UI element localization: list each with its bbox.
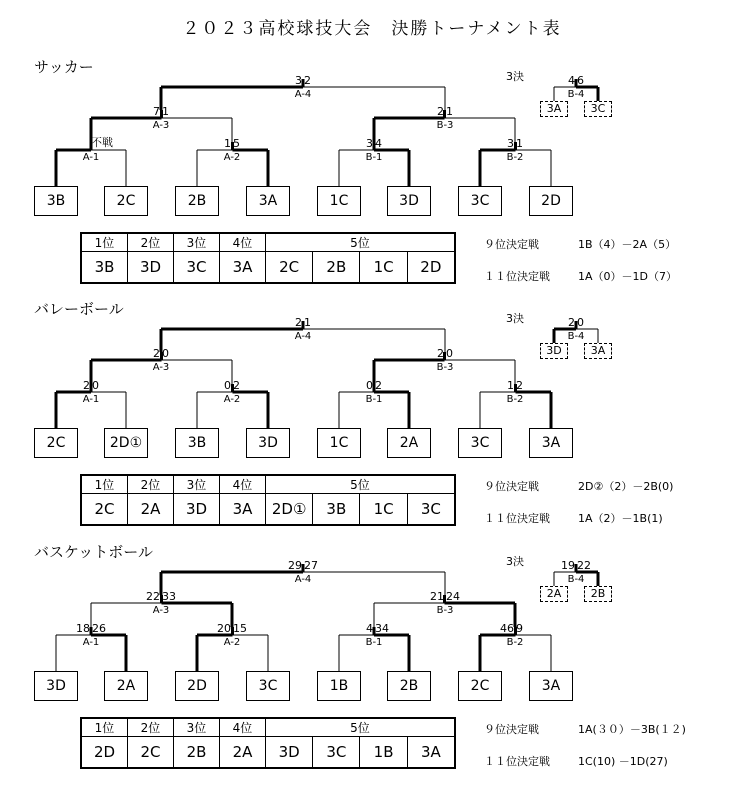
- placement-match-label: １１位決定戦: [484, 270, 550, 283]
- rank-header: 2位: [128, 233, 174, 252]
- ranking-table: [80, 717, 456, 769]
- placement-match-label: １１位決定戦: [484, 512, 550, 525]
- team-box: 2C: [458, 671, 502, 701]
- match-label: B-3: [436, 362, 454, 373]
- team-box: 1B: [317, 671, 361, 701]
- ranking-table: [80, 474, 456, 526]
- match-label: A-3: [152, 362, 170, 373]
- team-box: 2C: [104, 186, 148, 216]
- page-title: ２０２３高校球技大会 決勝トーナメント表: [182, 19, 562, 39]
- score-left: 3: [295, 74, 302, 87]
- walkover-note: 不戦: [91, 136, 113, 149]
- rank-cell: 3C: [174, 252, 220, 284]
- rank-cell: 3A: [407, 737, 455, 769]
- score-left: 19: [561, 559, 575, 572]
- rank-cell: 2D: [407, 252, 455, 284]
- placement-match-label: １１位決定戦: [484, 755, 550, 768]
- score-right: 15: [233, 622, 247, 635]
- placement-match-result: 2D②（2）－2B(0): [578, 480, 674, 493]
- score-left: 2: [153, 347, 160, 360]
- placement-match-result: 1C(10) －1D(27): [578, 755, 668, 768]
- third-place-team: 3D: [540, 343, 568, 359]
- rank-cell: 3A: [220, 252, 266, 284]
- score-left: 4: [568, 74, 575, 87]
- score-left: 1: [507, 379, 514, 392]
- match-label: A-4: [294, 574, 312, 585]
- score-right: 1: [304, 316, 311, 329]
- score-left: 0: [366, 379, 373, 392]
- third-place-team: 3C: [584, 101, 612, 117]
- rank-cell: 2D: [81, 737, 128, 769]
- rank-header: 1位: [81, 475, 128, 494]
- score-left: 2: [437, 347, 444, 360]
- sport-title: バスケットボール: [34, 543, 153, 561]
- rank-cell: 3D: [128, 252, 174, 284]
- team-box: 1C: [317, 186, 361, 216]
- rank-cell: 3A: [220, 494, 266, 526]
- score-right: 24: [446, 590, 460, 603]
- team-box: 3A: [529, 671, 573, 701]
- score-right: 1: [446, 105, 453, 118]
- team-box: 2A: [104, 671, 148, 701]
- score-left: 29: [288, 559, 302, 572]
- third-place-team: 3A: [540, 101, 568, 117]
- score-left: 2: [568, 316, 575, 329]
- team-box: 2D: [529, 186, 573, 216]
- score-right: 4: [375, 137, 382, 150]
- score-left: 1: [224, 137, 231, 150]
- score-left: 21: [430, 590, 444, 603]
- score-right: 0: [92, 379, 99, 392]
- score-left: 3: [507, 137, 514, 150]
- match-label: A-2: [223, 637, 241, 648]
- rank-header: 3位: [174, 233, 220, 252]
- team-box: 3B: [175, 428, 219, 458]
- rank-cell: 3C: [313, 737, 360, 769]
- team-box: 2C: [34, 428, 78, 458]
- score-right: 5: [233, 137, 240, 150]
- rank-cell: 2C: [128, 737, 174, 769]
- score-left: 18: [76, 622, 90, 635]
- score-right: 2: [304, 74, 311, 87]
- score-left: 2: [295, 316, 302, 329]
- score-left: 2: [437, 105, 444, 118]
- match-label: A-2: [223, 394, 241, 405]
- score-left: 46: [500, 622, 514, 635]
- score-left: 4: [366, 622, 373, 635]
- team-box: 3C: [246, 671, 290, 701]
- third-place-team: 3A: [584, 343, 612, 359]
- rank-cell: 2A: [220, 737, 266, 769]
- match-label: A-4: [294, 89, 312, 100]
- match-label: B-2: [506, 152, 524, 163]
- rank-header: 4位: [220, 475, 266, 494]
- sport-title: バレーボール: [34, 300, 124, 318]
- rank-header: 5位: [266, 233, 456, 252]
- score-right: 33: [162, 590, 176, 603]
- match-label: B-1: [365, 394, 383, 405]
- rank-cell: 3C: [407, 494, 455, 526]
- score-right: 9: [516, 622, 523, 635]
- rank-cell: 2A: [128, 494, 174, 526]
- score-right: 1: [162, 105, 169, 118]
- rank-cell: 2C: [266, 252, 313, 284]
- rank-header: 4位: [220, 718, 266, 737]
- rank-cell: 3D: [266, 737, 313, 769]
- rank-cell: 3B: [313, 494, 360, 526]
- rank-header: 4位: [220, 233, 266, 252]
- rank-header: 1位: [81, 233, 128, 252]
- third-place-team: 2B: [584, 586, 612, 602]
- score-left: 2: [83, 379, 90, 392]
- score-right: 2: [233, 379, 240, 392]
- match-label: A-3: [152, 605, 170, 616]
- third-place-label: 3決: [506, 555, 524, 568]
- ranking-table: [80, 232, 456, 284]
- score-right: 0: [162, 347, 169, 360]
- match-label: A-4: [294, 331, 312, 342]
- team-box: 3D: [34, 671, 78, 701]
- rank-cell: 3B: [81, 252, 128, 284]
- rank-cell: 1C: [360, 494, 407, 526]
- rank-header: 1位: [81, 718, 128, 737]
- bracket-lines: [0, 298, 744, 448]
- placement-match-result: 1A(３０）－3B(１２): [578, 723, 686, 736]
- rank-cell: 2C: [81, 494, 128, 526]
- bracket-lines: [0, 56, 744, 206]
- rank-header: 2位: [128, 718, 174, 737]
- score-right: 1: [516, 137, 523, 150]
- score-right: 26: [92, 622, 106, 635]
- match-label: A-3: [152, 120, 170, 131]
- placement-match-label: ９位決定戦: [484, 238, 539, 251]
- team-box: 1C: [317, 428, 361, 458]
- match-label: B-4: [567, 89, 585, 100]
- rank-cell: 3D: [174, 494, 220, 526]
- team-box: 3C: [458, 428, 502, 458]
- bracket-lines: [0, 541, 744, 691]
- team-box: 3B: [34, 186, 78, 216]
- rank-header: 5位: [266, 718, 456, 737]
- team-box: 2B: [175, 186, 219, 216]
- team-box: 2D: [175, 671, 219, 701]
- match-label: A-1: [82, 394, 100, 405]
- placement-match-label: ９位決定戦: [484, 723, 539, 736]
- score-right: 34: [375, 622, 389, 635]
- placement-match-label: ９位決定戦: [484, 480, 539, 493]
- match-label: B-1: [365, 637, 383, 648]
- rank-header: 2位: [128, 475, 174, 494]
- match-label: A-2: [223, 152, 241, 163]
- rank-header: 5位: [266, 475, 456, 494]
- team-box: 2B: [387, 671, 431, 701]
- score-left: 0: [224, 379, 231, 392]
- rank-header: 3位: [174, 718, 220, 737]
- rank-cell: 1B: [360, 737, 407, 769]
- score-left: 22: [146, 590, 160, 603]
- score-left: 20: [217, 622, 231, 635]
- match-label: B-4: [567, 574, 585, 585]
- match-label: A-1: [82, 637, 100, 648]
- team-box: 3D: [387, 186, 431, 216]
- third-place-label: 3決: [506, 70, 524, 83]
- sport-title: サッカー: [34, 58, 94, 76]
- score-right: 2: [516, 379, 523, 392]
- team-box: 3D: [246, 428, 290, 458]
- score-right: 2: [375, 379, 382, 392]
- rank-cell: 1C: [360, 252, 407, 284]
- score-right: 0: [446, 347, 453, 360]
- match-label: A-1: [82, 152, 100, 163]
- team-box: 2D①: [104, 428, 148, 458]
- score-left: 3: [366, 137, 373, 150]
- team-box: 3C: [458, 186, 502, 216]
- score-right: 27: [304, 559, 318, 572]
- placement-match-result: 1A（2）－1B(1): [578, 512, 663, 525]
- match-label: B-2: [506, 637, 524, 648]
- third-place-label: 3決: [506, 312, 524, 325]
- score-right: 22: [577, 559, 591, 572]
- score-left: 7: [153, 105, 160, 118]
- score-right: 6: [577, 74, 584, 87]
- match-label: B-3: [436, 120, 454, 131]
- match-label: B-1: [365, 152, 383, 163]
- team-box: 2A: [387, 428, 431, 458]
- rank-cell: 2B: [174, 737, 220, 769]
- team-box: 3A: [246, 186, 290, 216]
- team-box: 3A: [529, 428, 573, 458]
- rank-header: 3位: [174, 475, 220, 494]
- match-label: B-3: [436, 605, 454, 616]
- placement-match-result: 1A（0）－1D（7）: [578, 270, 677, 283]
- match-label: B-2: [506, 394, 524, 405]
- rank-cell: 2B: [313, 252, 360, 284]
- rank-cell: 2D①: [266, 494, 313, 526]
- match-label: B-4: [567, 331, 585, 342]
- third-place-team: 2A: [540, 586, 568, 602]
- placement-match-result: 1B（4）－2A（5）: [578, 238, 677, 251]
- score-right: 0: [577, 316, 584, 329]
